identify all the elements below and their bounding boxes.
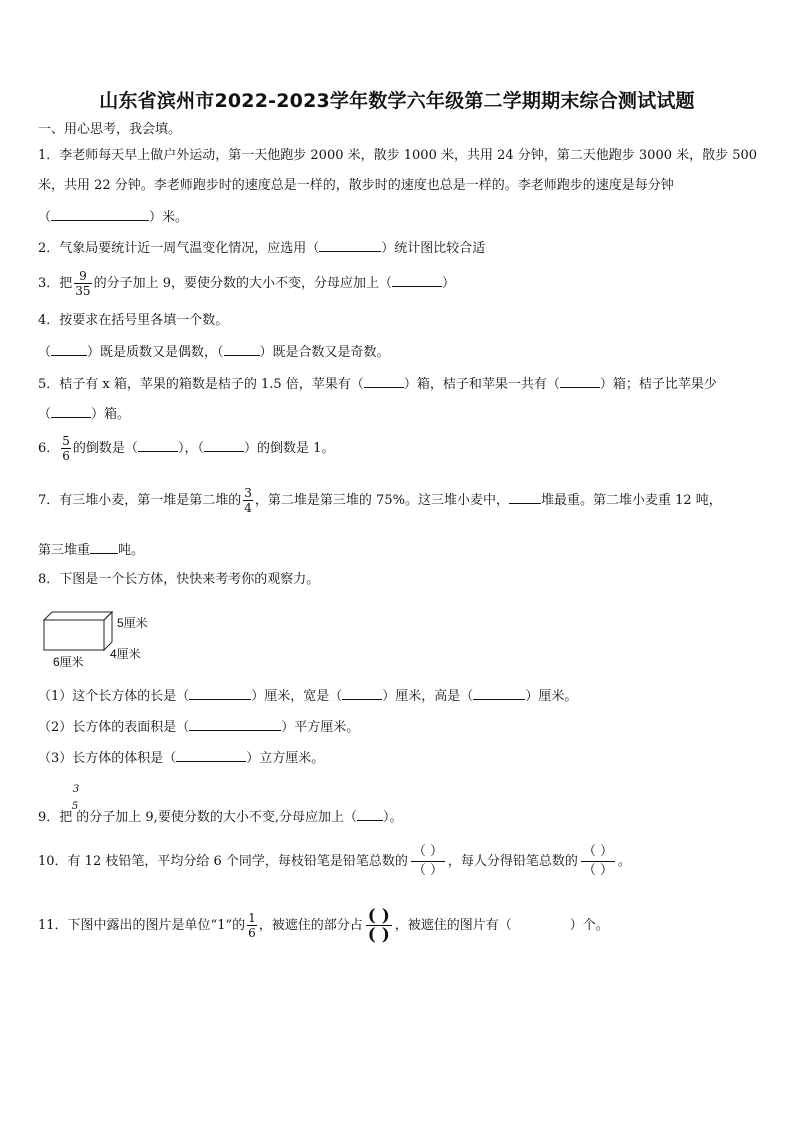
q8-answer-blank-volume[interactable]	[176, 748, 246, 762]
q7-fraction	[243, 486, 253, 515]
q3-frac-den: 35	[75, 284, 91, 298]
q11-text-mid2: ，被遮住的图片有（	[394, 918, 512, 933]
q6-text-end: ）的倒数是 1。	[243, 441, 335, 456]
q11-frac-den: 6	[248, 926, 256, 940]
q1-answer-blank[interactable]	[51, 207, 149, 221]
q7-frac-num: 3	[244, 486, 252, 500]
q11-fraction	[247, 911, 257, 940]
q7-l2-end: 吨。	[118, 543, 145, 558]
q8-s1-mid: ）厘米，宽是（	[251, 689, 343, 704]
q7-answer-blank-heaviest[interactable]	[509, 490, 541, 504]
cuboid-drawing	[38, 606, 116, 652]
q10-line	[38, 842, 631, 882]
q7-answer-blank-third[interactable]	[90, 540, 118, 554]
q9-frac-num: 3	[72, 784, 80, 795]
q4-line2	[38, 342, 390, 362]
q11-frac-num: 1	[248, 911, 256, 925]
q10-text: 10．有 12 枝铅笔，平均分给 6 个同学，每枝铅笔是铅笔总数的	[38, 854, 408, 869]
q3-text: 3．把	[38, 276, 73, 291]
q9-text-end: ）。	[382, 810, 403, 825]
q4-line1: 4．按要求在括号里各填一个数。	[38, 313, 229, 328]
q11-text: 11．下图中露出的图片是单位“1”的	[38, 918, 246, 933]
q10-text-end: 。	[617, 854, 631, 869]
q6-fraction	[61, 434, 71, 463]
q3-fraction	[74, 269, 91, 298]
cuboid-diagram	[38, 606, 116, 656]
q7-line2	[38, 540, 144, 560]
cuboid-height-label: 5厘米	[117, 616, 148, 630]
q3-answer-blank[interactable]	[392, 273, 442, 287]
q5-line2	[38, 404, 130, 424]
q8-s2-text: （2）长方体的表面积是（	[38, 720, 190, 735]
q9-answer-blank[interactable]	[357, 807, 383, 821]
q10-fraction-a[interactable]	[411, 844, 445, 879]
q4-text-end: ）既是合数又是奇数。	[259, 345, 390, 360]
page-title: 山东省滨州市2022-2023学年数学六年级第二学期期末综合测试试题	[99, 90, 695, 112]
q11-answer-fraction[interactable]	[366, 907, 392, 944]
q4-answer-blank-b[interactable]	[224, 342, 260, 356]
q8-s3-text: （3）长方体的体积是（	[38, 751, 177, 766]
q11-text-end: ）个。	[569, 918, 609, 933]
q8-s1-text: （1）这个长方体的长是（	[38, 689, 190, 704]
q5-open: （	[38, 407, 52, 422]
q7-frac-den: 4	[244, 501, 252, 515]
cuboid-length-label: 6厘米	[53, 655, 84, 669]
q10-a-bot: （ ）	[412, 863, 443, 878]
section-heading: 一、用心思考，我会填。	[38, 122, 182, 137]
q1-line1: 1．李老师每天早上做户外运动，第一天他跑步 2000 米，散步 1000 米，共用 24 分钟，第二天他跑步 3000 米，散步 500	[38, 148, 758, 163]
q11-text-mid: ，被遮住的部分占	[258, 918, 363, 933]
q7-text: 7．有三堆小麦，第一堆是第二堆的	[38, 493, 242, 508]
q6-answer-blank-b[interactable]	[204, 438, 244, 452]
q3-line	[38, 268, 455, 300]
q2-text-end: ）统计图比较合适	[381, 241, 486, 256]
q11-frac-bot: ( )	[367, 925, 390, 945]
cuboid-top-face	[44, 612, 112, 620]
q7-text-end: 堆最重。第二堆小麦重 12 吨，	[540, 493, 722, 508]
q11-frac-top: ( )	[367, 906, 390, 926]
q3-text-end: ）	[441, 276, 455, 291]
q1-open: （	[38, 210, 52, 225]
q5-answer-blank-total[interactable]	[560, 374, 600, 388]
q8-s1-mid2: ）厘米，高是（	[382, 689, 474, 704]
q11-line	[38, 906, 609, 946]
q8-sub3	[38, 748, 324, 768]
q6-number: 6．	[38, 441, 60, 456]
q9-text: 9．把	[38, 810, 73, 825]
q2-text: 2．气象局要统计近一周气温变化情况，应选用（	[38, 241, 320, 256]
q5-answer-blank-diff[interactable]	[51, 404, 91, 418]
q9-text-mid: 的分子加上 9,要使分数的大小不变,分母应加上（	[76, 810, 357, 825]
q9-line	[38, 807, 402, 827]
q10-a-top: （ ）	[412, 844, 443, 859]
q1-close: ）米。	[149, 210, 189, 225]
q5-line1	[38, 374, 717, 394]
q5-answer-blank-apples[interactable]	[364, 374, 404, 388]
q8-answer-blank-area[interactable]	[189, 717, 281, 731]
cuboid-front-face	[44, 620, 104, 650]
q8-s2-end: ）平方厘米。	[281, 720, 360, 735]
q2-answer-blank[interactable]	[319, 238, 381, 252]
q10-b-top: （ ）	[582, 844, 613, 859]
q8-intro: 8．下图是一个长方体，快快来考考你的观察力。	[38, 572, 320, 587]
q7-line1	[38, 485, 722, 517]
q4-text-mid: ）既是质数又是偶数，（	[87, 345, 224, 360]
q1-line2: 米，共用 22 分钟。李老师跑步时的速度总是一样的，散步时的速度也总是一样的。李老师跑步的速度是每分钟	[38, 178, 674, 193]
q6-frac-num: 5	[62, 434, 70, 448]
q3-frac-num: 9	[79, 269, 87, 283]
q10-b-bot: （ ）	[582, 863, 613, 878]
q10-text-mid: ，每人分得铅笔总数的	[447, 854, 578, 869]
q8-answer-blank-width[interactable]	[342, 686, 382, 700]
q4-answer-blank-a[interactable]	[51, 342, 87, 356]
q8-sub1	[38, 686, 577, 706]
q5-text-mid: ）箱，桔子和苹果一共有（	[403, 377, 560, 392]
q1-line3	[38, 207, 188, 227]
q5-close: ）箱。	[91, 407, 131, 422]
q8-s3-end: ）立方厘米。	[246, 751, 325, 766]
q5-text-end: ）箱；桔子比苹果少	[599, 377, 717, 392]
q6-line	[38, 433, 334, 465]
q6-frac-den: 6	[62, 449, 70, 463]
q7-text-mid: ，第二堆是第三堆的 75%。这三堆小麦中，	[254, 493, 509, 508]
q8-sub2	[38, 717, 359, 737]
q5-text: 5．桔子有 x 箱，苹果的箱数是桔子的 1.5 倍，苹果有（	[38, 377, 364, 392]
q8-answer-blank-length[interactable]	[189, 686, 251, 700]
q10-fraction-b[interactable]	[581, 844, 615, 879]
q3-text-mid: 的分子加上 9，要使分数的大小不变，分母应加上（	[93, 276, 392, 291]
cuboid-width-label: 4厘米	[110, 647, 141, 661]
q7-l2-text: 第三堆重	[38, 543, 91, 558]
q8-s1-end: ）厘米。	[525, 689, 578, 704]
q6-text-mid: ），（	[177, 441, 204, 456]
q8-answer-blank-height[interactable]	[473, 686, 525, 700]
q2-line	[38, 238, 485, 258]
q6-answer-blank-a[interactable]	[138, 438, 178, 452]
q6-text: 的倒数是（	[72, 441, 138, 456]
q4-open: （	[38, 345, 52, 360]
q9-frac-den: 5	[71, 801, 79, 812]
